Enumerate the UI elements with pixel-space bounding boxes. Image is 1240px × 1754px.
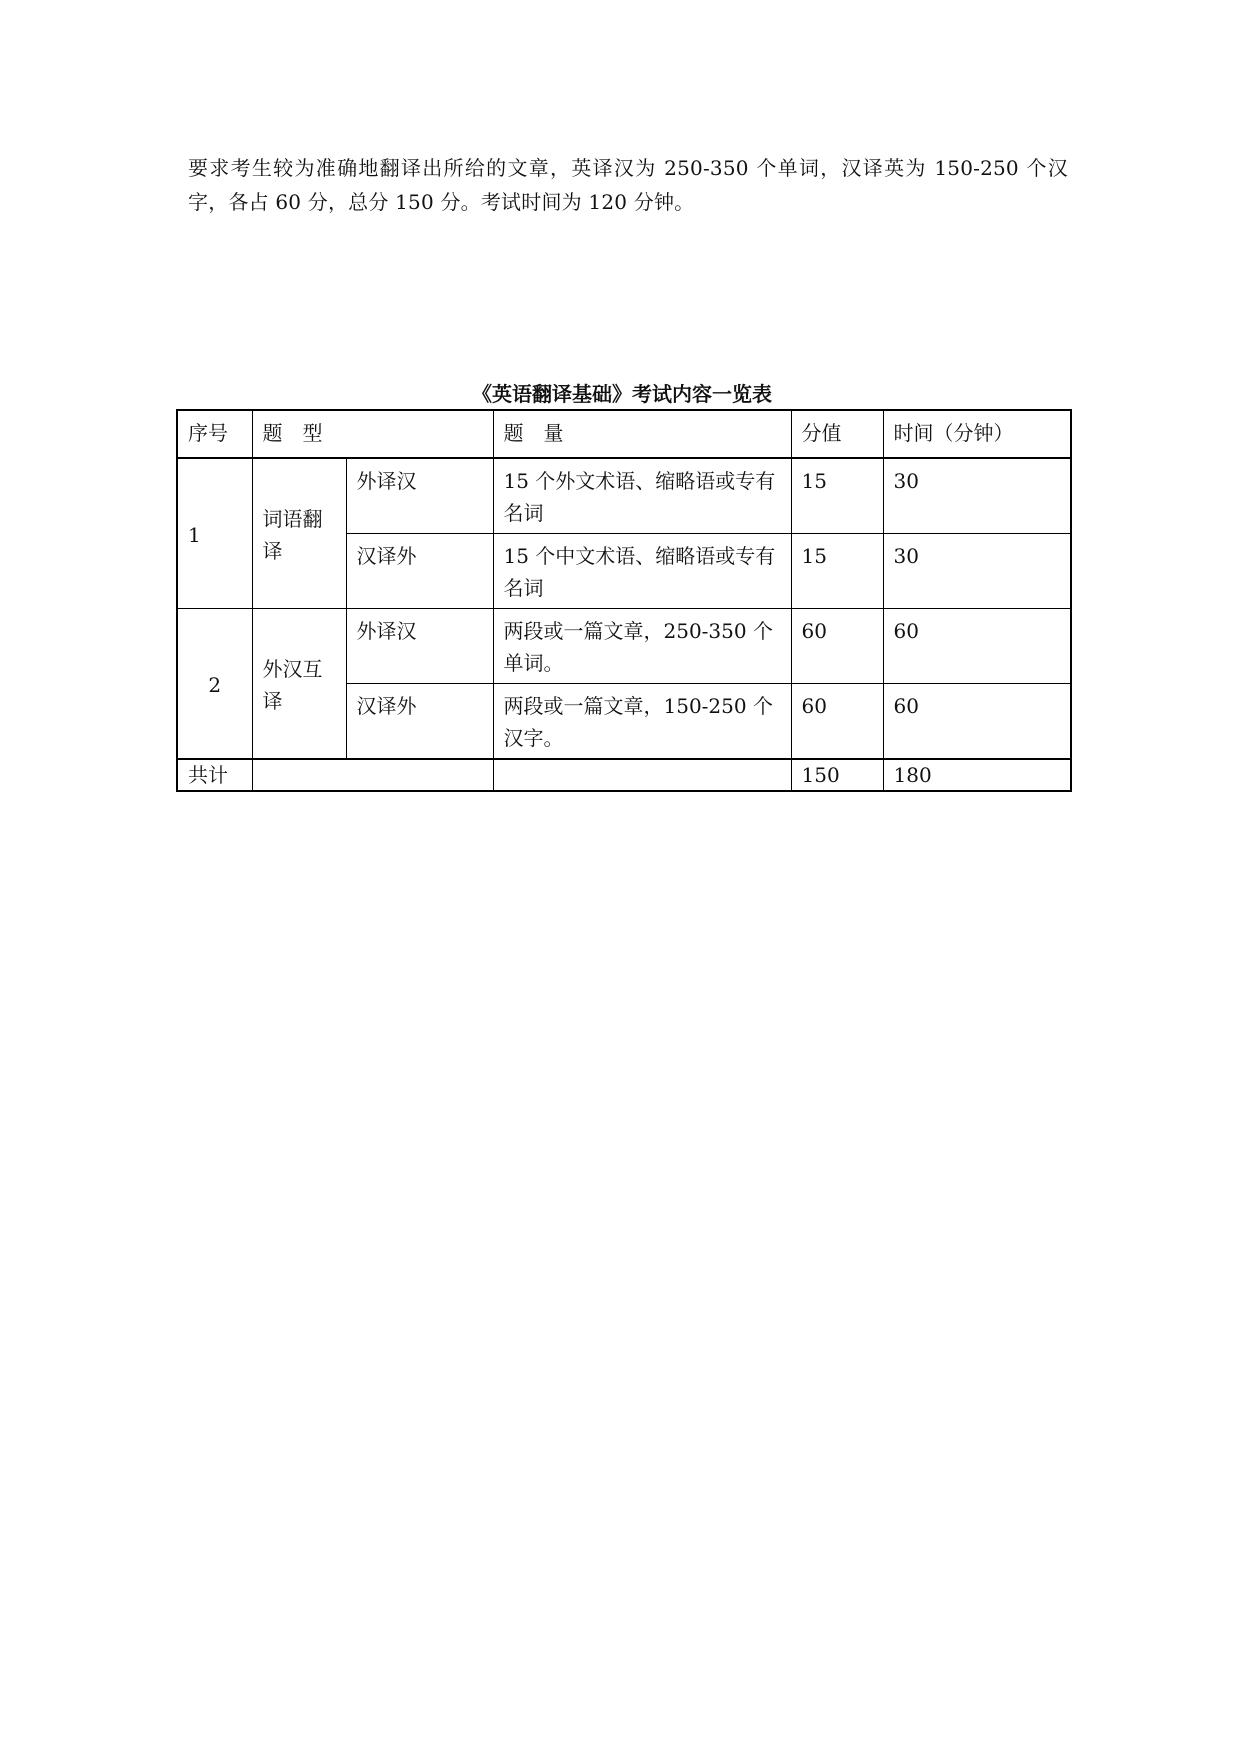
table-total-row [177, 759, 1071, 791]
total-amount-empty [493, 759, 791, 791]
row-score: 15 [791, 534, 883, 609]
total-score: 150 [791, 759, 883, 791]
row-subtype: 汉译外 [346, 684, 493, 760]
row-score: 15 [791, 458, 883, 534]
row-amount: 两段或一篇文章，250-350 个单词。 [493, 609, 791, 684]
header-seq: 序号 [177, 410, 252, 458]
total-type-empty [252, 759, 493, 791]
row-time: 30 [883, 534, 1071, 609]
table-title: 《英语翻译基础》考试内容一览表 [472, 382, 772, 406]
header-type: 题 型 [252, 410, 493, 458]
row-time: 30 [883, 458, 1071, 534]
exam-content-table [176, 409, 1072, 792]
row-subtype: 汉译外 [346, 534, 493, 609]
header-score: 分值 [791, 410, 883, 458]
header-time: 时间（分钟） [883, 410, 1071, 458]
row-amount: 15 个外文术语、缩略语或专有名词 [493, 458, 791, 534]
row-amount: 两段或一篇文章，150-250 个汉字。 [493, 684, 791, 760]
row-subtype: 外译汉 [346, 458, 493, 534]
row-time: 60 [883, 684, 1071, 760]
row-time: 60 [883, 609, 1071, 684]
group-seq: 1 [177, 458, 252, 609]
total-label: 共计 [177, 759, 252, 791]
total-time: 180 [883, 759, 1071, 791]
table-header-row [177, 410, 1071, 458]
table-row [177, 458, 1071, 534]
header-amount: 题 量 [493, 410, 791, 458]
row-subtype: 外译汉 [346, 609, 493, 684]
body-paragraph: 要求考生较为准确地翻译出所给的文章，英译汉为 250-350 个单词，汉译英为 150-250 个汉字，各占 60 分，总分 150 分。考试时间为 120 分钟。 [188, 156, 1068, 214]
row-score: 60 [791, 609, 883, 684]
group-seq: 2 [177, 609, 252, 760]
row-score: 60 [791, 684, 883, 760]
row-amount: 15 个中文术语、缩略语或专有名词 [493, 534, 791, 609]
group-category: 词语翻译 [252, 458, 346, 609]
group-category: 外汉互译 [252, 609, 346, 760]
table-row [177, 609, 1071, 684]
